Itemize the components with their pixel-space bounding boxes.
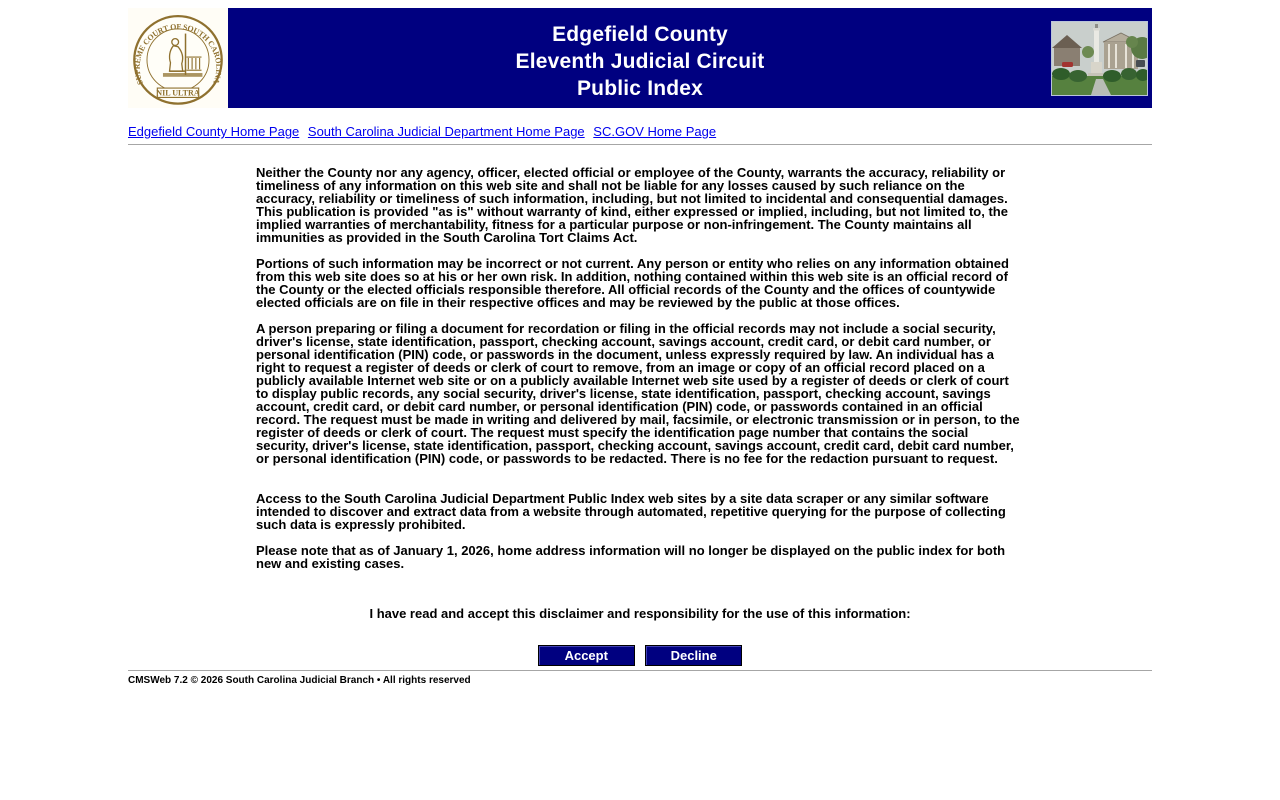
nav-link-edgefield-county-home[interactable]: Edgefield County Home Page	[128, 124, 300, 139]
disclaimer-text-block	[256, 166, 1024, 570]
disclaimer-paragraph-1: Neither the County nor any agency, officer, elected official or employee of the County, warrants the accuracy, reliability or timeliness of any information on this web site and shall not be liable for any losses caused by such reliance on the accuracy, reliability or timeliness of such information, including, but not limited to incidental and consequential damages. This publication is provided "as is" without warranty of kind, either expressed or implied, including, but not limited to, the implied warranties of merchantability, fitness for a particular purpose or non-infringement. The County maintains all immunities as provided in the South Carolina Tort Claims Act.	[256, 165, 1008, 245]
button-row	[128, 645, 1152, 666]
decline-button[interactable]: Decline	[645, 645, 742, 666]
title-line-3: Public Index	[576, 77, 704, 100]
nav-link-scgov-home[interactable]: SC.GOV Home Page	[593, 124, 717, 139]
accept-button[interactable]: Accept	[538, 645, 635, 666]
page-container	[128, 8, 1152, 686]
accept-prompt: I have read and accept this disclaimer and responsibility for the use of this information:	[369, 606, 911, 621]
title-line-2: Eleventh Judicial Circuit	[515, 50, 765, 73]
nav-link-sc-judicial-department-home[interactable]: South Carolina Judicial Department Home Page	[307, 124, 585, 139]
page-title	[128, 21, 1152, 102]
footer-divider	[128, 670, 1152, 671]
footer-copyright: CMSWeb 7.2 © 2026 South Carolina Judicial Branch • All rights reserved	[128, 675, 471, 686]
seal-ring-text: SUPREME COURT OF SOUTH CAROLINA	[132, 22, 224, 87]
header-banner	[128, 8, 1152, 108]
disclaimer-paragraph-4: Access to the South Carolina Judicial Department Public Index web sites by a site data scraper or any similar software intended to discover and extract data from a website through automated, repetitive querying for the purpose of collecting such data is expressly prohibited.	[256, 491, 1006, 532]
title-line-1: Edgefield County	[552, 23, 728, 46]
disclaimer-paragraph-2: Portions of such information may be incorrect or not current. Any person or entity who relies on any information obtained from this web site does so at his or her own risk. In addition, nothing contained within this web site is an official record of the County or the elected officials responsible therefore. All official records of the County and the offices of countywide elected officials are on file in their respective offices and may be reviewed by the public at those offices.	[256, 256, 1009, 310]
courthouse-photo-graphic	[1052, 22, 1147, 95]
top-divider	[128, 144, 1152, 145]
disclaimer-paragraph-5: Please note that as of January 1, 2026, home address information will no longer be displayed on the public index for both new and existing cases.	[256, 543, 1006, 571]
nav-links	[128, 124, 1152, 139]
disclaimer-paragraph-3: A person preparing or filing a document for recordation or filing in the official records may not include a social security, driver's license, state identification, passport, checking account, savings account, credit card, or debit card number, or personal identification (PIN) code, or passwords in the document, unless expressly required by law. An individual has a right to request a register of deeds or clerk of court to remove, from an image or copy of an official record placed on a publicly available Internet web site or on a publicly available Internet web site used by a register of deeds or clerk of court to display public records, any social security, driver's license, state identification, passport, checking account, savings account, credit card, or debit card number, or personal identification (PIN) code, or passwords contained in an official record. The request must be made in writing and delivered by mail, facsimile, or electronic transmission or in person, to the register of deeds or clerk of court. The request must specify the identification page number that contains the social security, driver's license, state identification, passport, checking account, savings account, credit card, debit card number, or personal identification (PIN) code, or passwords to be redacted. There is no fee for the redaction pursuant to request.	[256, 321, 1020, 466]
courthouse-photo	[1051, 21, 1148, 96]
seal-motto-text: NIL ULTRA	[156, 88, 200, 98]
